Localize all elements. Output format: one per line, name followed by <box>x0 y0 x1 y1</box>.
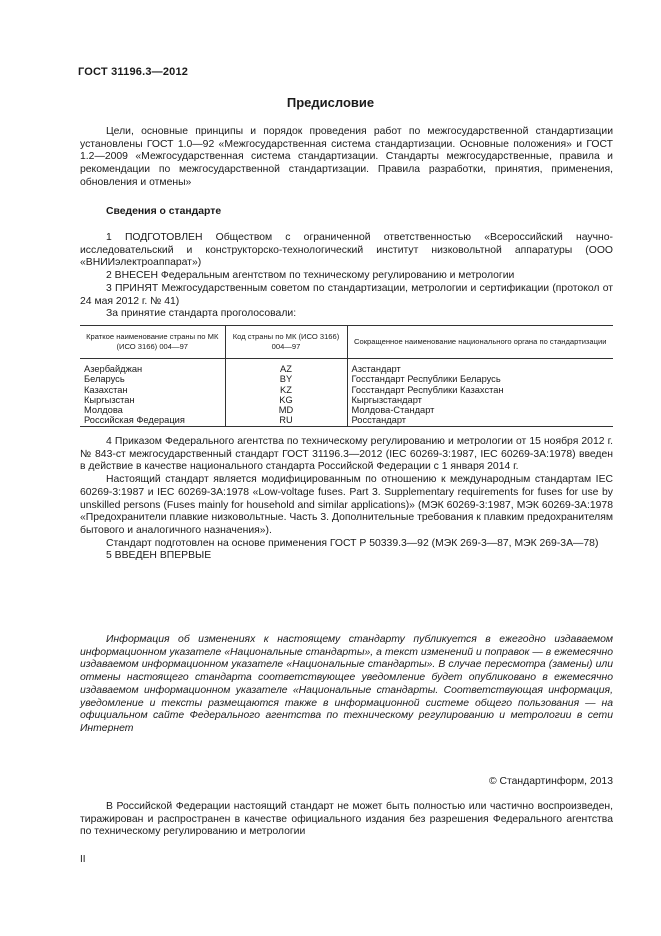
item-2: 2 ВНЕСЕН Федеральным агентством по техническому регулированию и метрологии <box>106 270 515 282</box>
country-cell: Российская Федерация <box>80 415 225 426</box>
body-cell: Кыргызстандарт <box>347 395 613 405</box>
table-row <box>80 395 613 405</box>
table-header-row <box>80 326 613 359</box>
table-row <box>80 405 613 415</box>
code-cell: KZ <box>225 385 347 395</box>
items-section-2 <box>80 436 613 563</box>
based-on-paragraph: Стандарт подготовлен на основе применения ГОСТ Р 50339.3—92 (МЭК 269-3—87, МЭК 269-3А—78) <box>106 537 599 549</box>
body-cell: Росстандарт <box>347 415 613 426</box>
body-cell: Госстандарт Республики Казахстан <box>347 385 613 395</box>
table-row <box>80 374 613 384</box>
table-row <box>80 385 613 395</box>
code-cell: MD <box>225 405 347 415</box>
header-code: Код страны по МК (ИСО 3166) 004—97 <box>225 326 347 359</box>
copyright: © Стандартинформ, 2013 <box>488 776 613 787</box>
table-row <box>80 359 613 375</box>
rights-paragraph: В Российской Федерации настоящий стандарт не может быть полностью или частично воспроизведен, тиражирован и распространен в качестве официального издания без разрешения Федерального агентства по техническому регулированию и метрологии <box>80 801 613 838</box>
rights-section <box>80 801 613 839</box>
code-cell: KG <box>225 395 347 405</box>
header-country: Краткое наименование страны по МК (ИСО 3166) 004—97 <box>80 326 225 359</box>
item-3: 3 ПРИНЯТ Межгосударственным советом по стандартизации, метрологии и сертификации (протокол от 24 мая 2012 г. № 41) <box>80 282 613 307</box>
country-cell: Молдова <box>84 405 123 416</box>
voting-table <box>80 325 613 427</box>
body-cell: Госстандарт Республики Беларусь <box>347 374 613 384</box>
page-title: Предисловие <box>286 95 375 110</box>
table-row <box>80 415 613 426</box>
items-section-1 <box>80 232 613 321</box>
code-cell: AZ <box>225 359 347 375</box>
intro-paragraph: Цели, основные принципы и порядок проведения работ по межгосударственной стандартизации установлены ГОСТ 1.0—92 «Межгосударственная система стандартизации. Основные положения» и ГОСТ 1.2—2009 «Межгосударственная система стандартизации. Стандарты межгосударственные, правила и рекомендации по межгосударственной стандартизации. Правила разработки, принятия, применения, обновления и отмены» <box>80 126 613 188</box>
code-cell: RU <box>225 415 347 426</box>
info-paragraph: Информация об изменениях к настоящему стандарту публикуется в ежегодно издаваемом информационном указателе «Национальные стандарты», а текст изменений и поправок — в ежемесячно издаваемом информационном указателе «Национальные стандарты». В случае пересмотра (замены) или отмены настоящего стандарта соответствующее уведомление будет опубликовано в ежемесячно издаваемом информационном указателе «Национальные стандарты. Соответствующая информация, уведомление и тексты размещаются также в информационной системе общего пользования — на официальном сайте Федерального агентства по техническому регулированию и метрологии в сети Интернет <box>80 634 613 734</box>
about-heading: Сведения о стандарте <box>106 206 222 217</box>
country-cell: Казахстан <box>84 384 128 395</box>
header-body: Сокращенное наименование национального органа по стандартизации <box>347 326 613 359</box>
body-cell: Азстандарт <box>347 359 613 375</box>
vote-intro: За принятие стандарта проголосовали: <box>106 308 297 320</box>
document-code: ГОСТ 31196.3—2012 <box>78 66 189 78</box>
country-cell: Азербайджан <box>84 364 143 374</box>
item-1: 1 ПОДГОТОВЛЕН Обществом с ограниченной ответственностью «Всероссийский научно-исследовательский и конструкторско-технологический институт низковольтной аппаратуры (ООО «ВНИИэлектроаппарат») <box>80 232 613 269</box>
body-cell: Молдова-Стандарт <box>347 405 613 415</box>
country-cell: Кыргызстан <box>84 394 135 405</box>
code-cell: BY <box>225 374 347 384</box>
country-cell: Беларусь <box>84 374 125 385</box>
intro-section <box>80 126 613 190</box>
item-5: 5 ВВЕДЕН ВПЕРВЫЕ <box>106 550 212 562</box>
page-number: II <box>80 854 86 865</box>
modified-paragraph: Настоящий стандарт является модифицированным по отношению к международным стандартам IEC 60269-3:1987 и IEC 60269-3A:1978 «Low-voltage fuses. Part 3. Supplementary requirements for fuses for use by unskilled persons (Fuses mainly for household and similar applications)» (МЭК 60269-3:1987, МЭК 60269-3A:1978 «Предохранители плавкие низковольтные. Часть 3. Дополнительные требования к плавким предохранителям бытового и аналогичного назначения»). <box>80 474 613 536</box>
info-note <box>80 634 613 736</box>
item-4: 4 Приказом Федерального агентства по техническому регулированию и метрологии от 15 ноября 2012 г. № 843-ст межгосударственный стандарт ГОСТ 31196.3—2012 (IEC 60269-3:1987, IEC 60269-3A:1978) введен в действие в качестве национального стандарта Российской Федерации с 1 января 2014 г. <box>80 436 613 473</box>
